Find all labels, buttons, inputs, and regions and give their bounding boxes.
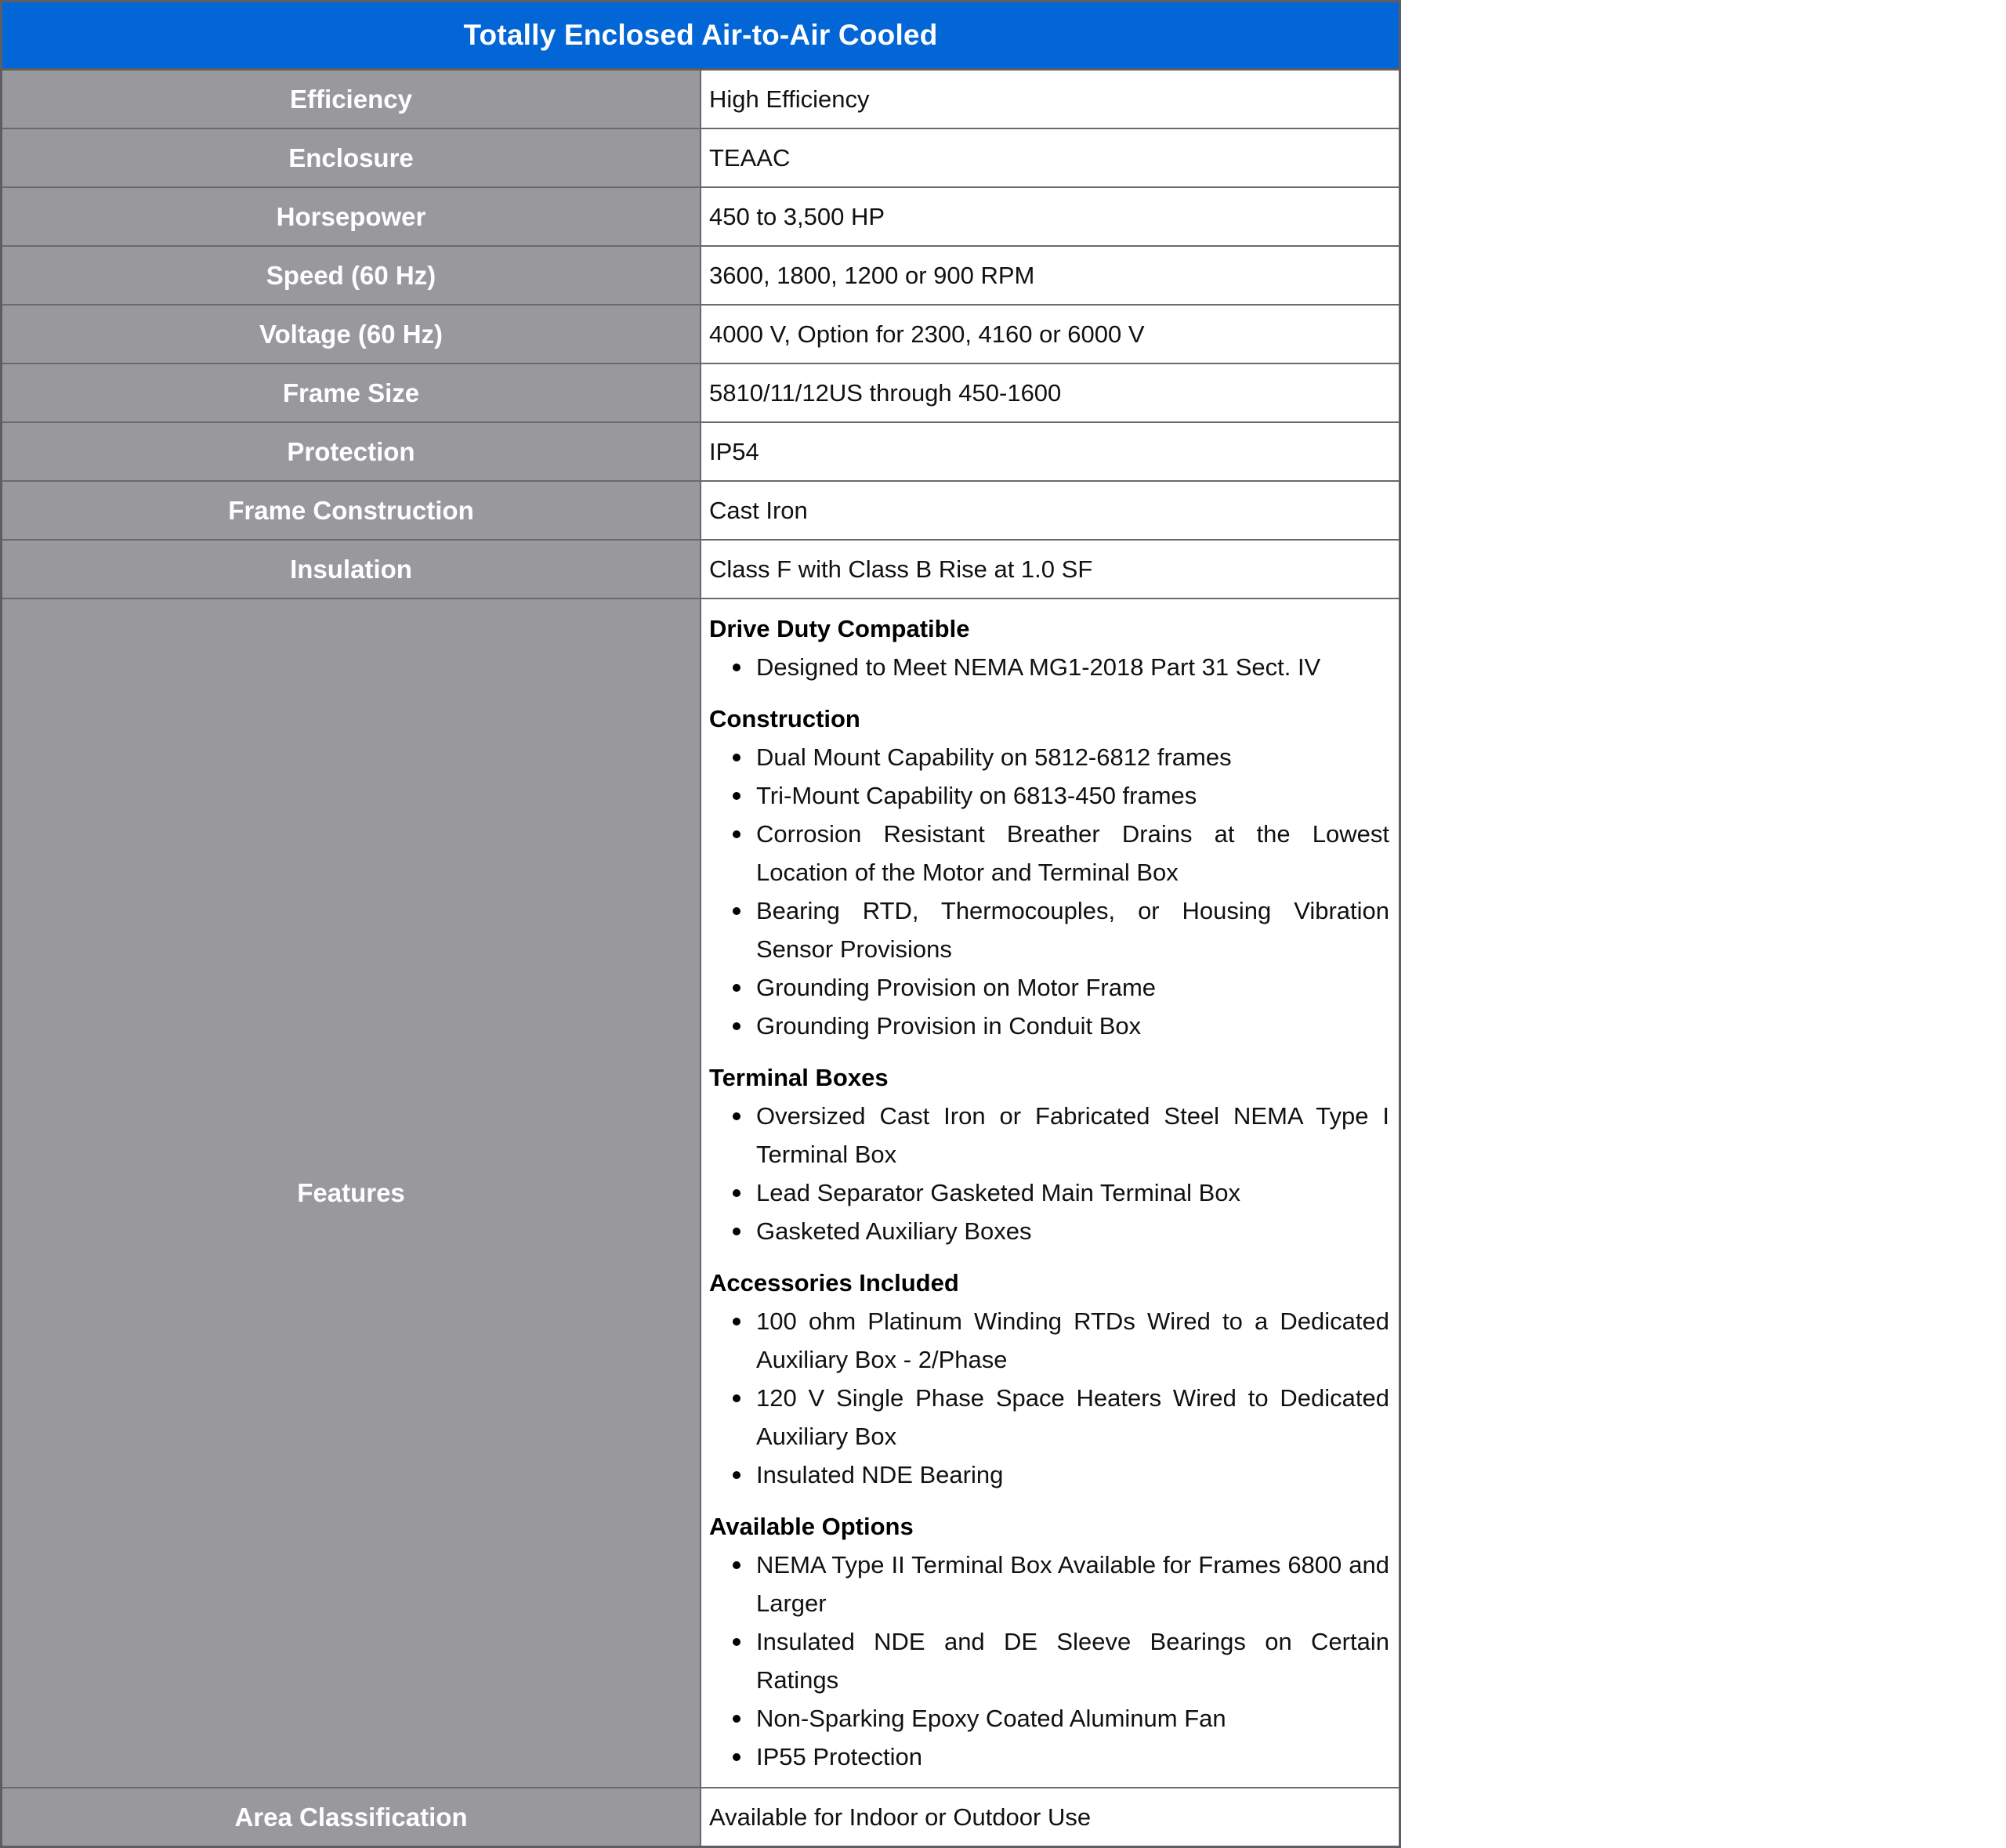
feature-heading: Construction bbox=[709, 705, 860, 732]
table-row-frame-size bbox=[2, 363, 1400, 422]
feature-list bbox=[709, 648, 1389, 686]
row-label: Efficiency bbox=[2, 70, 701, 129]
list-item-text: Dual Mount Capability on 5812-6812 frames bbox=[756, 743, 1232, 771]
row-value: 4000 V, Option for 2300, 4160 or 6000 V bbox=[701, 305, 1400, 363]
list-item-text: NEMA Type II Terminal Box Available for Frames 6800 and Larger bbox=[756, 1551, 1389, 1617]
table-row-efficiency bbox=[2, 70, 1400, 129]
row-value: Available for Indoor or Outdoor Use bbox=[701, 1788, 1400, 1847]
table-row-enclosure bbox=[2, 128, 1400, 187]
row-value: Class F with Class B Rise at 1.0 SF bbox=[701, 540, 1400, 599]
bullet-icon bbox=[733, 1318, 740, 1325]
table-row-area-classification bbox=[2, 1788, 1400, 1847]
row-value: Cast Iron bbox=[701, 481, 1400, 540]
bullet-icon bbox=[733, 1112, 740, 1120]
table-row-features bbox=[2, 599, 1400, 1788]
row-label: Area Classification bbox=[2, 1788, 701, 1847]
table-row-frame-construction bbox=[2, 481, 1400, 540]
features-content bbox=[701, 599, 1400, 1788]
bullet-icon bbox=[733, 1753, 740, 1761]
bullet-icon bbox=[733, 830, 740, 838]
bullet-icon bbox=[733, 1394, 740, 1402]
feature-section-terminal-boxes bbox=[709, 1059, 1389, 1250]
bullet-icon bbox=[733, 1715, 740, 1723]
row-label: Features bbox=[2, 599, 701, 1788]
feature-section-options bbox=[709, 1508, 1389, 1776]
feature-list bbox=[709, 738, 1389, 1045]
feature-heading: Terminal Boxes bbox=[709, 1064, 889, 1091]
row-label: Insulation bbox=[2, 540, 701, 599]
list-item-text: 120 V Single Phase Space Heaters Wired to Dedicated Auxiliary Box bbox=[756, 1384, 1389, 1450]
list-item bbox=[709, 815, 1389, 891]
list-item-text: Oversized Cast Iron or Fabricated Steel NEMA Type I Terminal Box bbox=[756, 1102, 1389, 1168]
bullet-icon bbox=[733, 754, 740, 761]
bullet-icon bbox=[733, 1561, 740, 1569]
list-item-text: Bearing RTD, Thermocouples, or Housing Vibration Sensor Provisions bbox=[756, 897, 1389, 963]
table-row-protection bbox=[2, 422, 1400, 481]
list-item bbox=[709, 891, 1389, 968]
bullet-icon bbox=[733, 792, 740, 800]
row-label: Frame Size bbox=[2, 363, 701, 422]
row-label: Protection bbox=[2, 422, 701, 481]
list-item-text: Lead Separator Gasketed Main Terminal Box bbox=[756, 1179, 1241, 1206]
bullet-icon bbox=[733, 1189, 740, 1197]
table-row-voltage bbox=[2, 305, 1400, 363]
list-item-text: Grounding Provision on Motor Frame bbox=[756, 974, 1157, 1001]
row-label: Frame Construction bbox=[2, 481, 701, 540]
feature-section-drive-duty bbox=[709, 610, 1389, 686]
row-value: 5810/11/12US through 450-1600 bbox=[701, 363, 1400, 422]
feature-section-accessories bbox=[709, 1264, 1389, 1494]
row-label: Speed (60 Hz) bbox=[2, 246, 701, 305]
list-item bbox=[709, 1456, 1389, 1494]
bullet-icon bbox=[733, 984, 740, 992]
list-item bbox=[709, 1302, 1389, 1379]
list-item bbox=[709, 1097, 1389, 1174]
row-value: 3600, 1800, 1200 or 900 RPM bbox=[701, 246, 1400, 305]
list-item bbox=[709, 1174, 1389, 1212]
row-value: 450 to 3,500 HP bbox=[701, 187, 1400, 246]
feature-list bbox=[709, 1097, 1389, 1250]
bullet-icon bbox=[733, 1471, 740, 1479]
list-item-text: Grounding Provision in Conduit Box bbox=[756, 1012, 1142, 1040]
list-item bbox=[709, 776, 1389, 815]
list-item-text: Tri-Mount Capability on 6813-450 frames bbox=[756, 782, 1197, 809]
table-row-speed bbox=[2, 246, 1400, 305]
list-item-text: Gasketed Auxiliary Boxes bbox=[756, 1217, 1032, 1245]
list-item bbox=[709, 1622, 1389, 1699]
list-item-text: 100 ohm Platinum Winding RTDs Wired to a Dedicated Auxiliary Box - 2/Phase bbox=[756, 1307, 1389, 1373]
feature-heading: Drive Duty Compatible bbox=[709, 615, 970, 642]
list-item bbox=[709, 1212, 1389, 1250]
list-item bbox=[709, 1007, 1389, 1045]
list-item-text: Non-Sparking Epoxy Coated Aluminum Fan bbox=[756, 1705, 1226, 1732]
list-item-text: Insulated NDE Bearing bbox=[756, 1461, 1004, 1488]
list-item bbox=[709, 1546, 1389, 1622]
bullet-icon bbox=[733, 907, 740, 915]
table-row-horsepower bbox=[2, 187, 1400, 246]
row-value: High Efficiency bbox=[701, 70, 1400, 129]
row-label: Voltage (60 Hz) bbox=[2, 305, 701, 363]
title-row bbox=[2, 2, 1400, 70]
list-item-text: Designed to Meet NEMA MG1-2018 Part 31 Sect. IV bbox=[756, 653, 1321, 681]
list-item bbox=[709, 738, 1389, 776]
feature-list bbox=[709, 1302, 1389, 1494]
bullet-icon bbox=[733, 664, 740, 671]
row-label: Horsepower bbox=[2, 187, 701, 246]
list-item bbox=[709, 1379, 1389, 1456]
feature-heading: Available Options bbox=[709, 1513, 914, 1540]
list-item bbox=[709, 648, 1389, 686]
bullet-icon bbox=[733, 1228, 740, 1235]
feature-heading: Accessories Included bbox=[709, 1269, 959, 1296]
feature-section-construction bbox=[709, 700, 1389, 1045]
bullet-icon bbox=[733, 1638, 740, 1646]
list-item bbox=[709, 968, 1389, 1007]
feature-list bbox=[709, 1546, 1389, 1776]
list-item-text: Insulated NDE and DE Sleeve Bearings on Certain Ratings bbox=[756, 1628, 1389, 1694]
bullet-icon bbox=[733, 1022, 740, 1030]
row-value: IP54 bbox=[701, 422, 1400, 481]
table-title: Totally Enclosed Air-to-Air Cooled bbox=[2, 2, 1400, 70]
list-item bbox=[709, 1738, 1389, 1776]
row-value: TEAAC bbox=[701, 128, 1400, 187]
list-item-text: Corrosion Resistant Breather Drains at the Lowest Location of the Motor and Terminal Box bbox=[756, 820, 1389, 886]
row-label: Enclosure bbox=[2, 128, 701, 187]
list-item-text: IP55 Protection bbox=[756, 1743, 922, 1770]
table-row-insulation bbox=[2, 540, 1400, 599]
list-item bbox=[709, 1699, 1389, 1738]
